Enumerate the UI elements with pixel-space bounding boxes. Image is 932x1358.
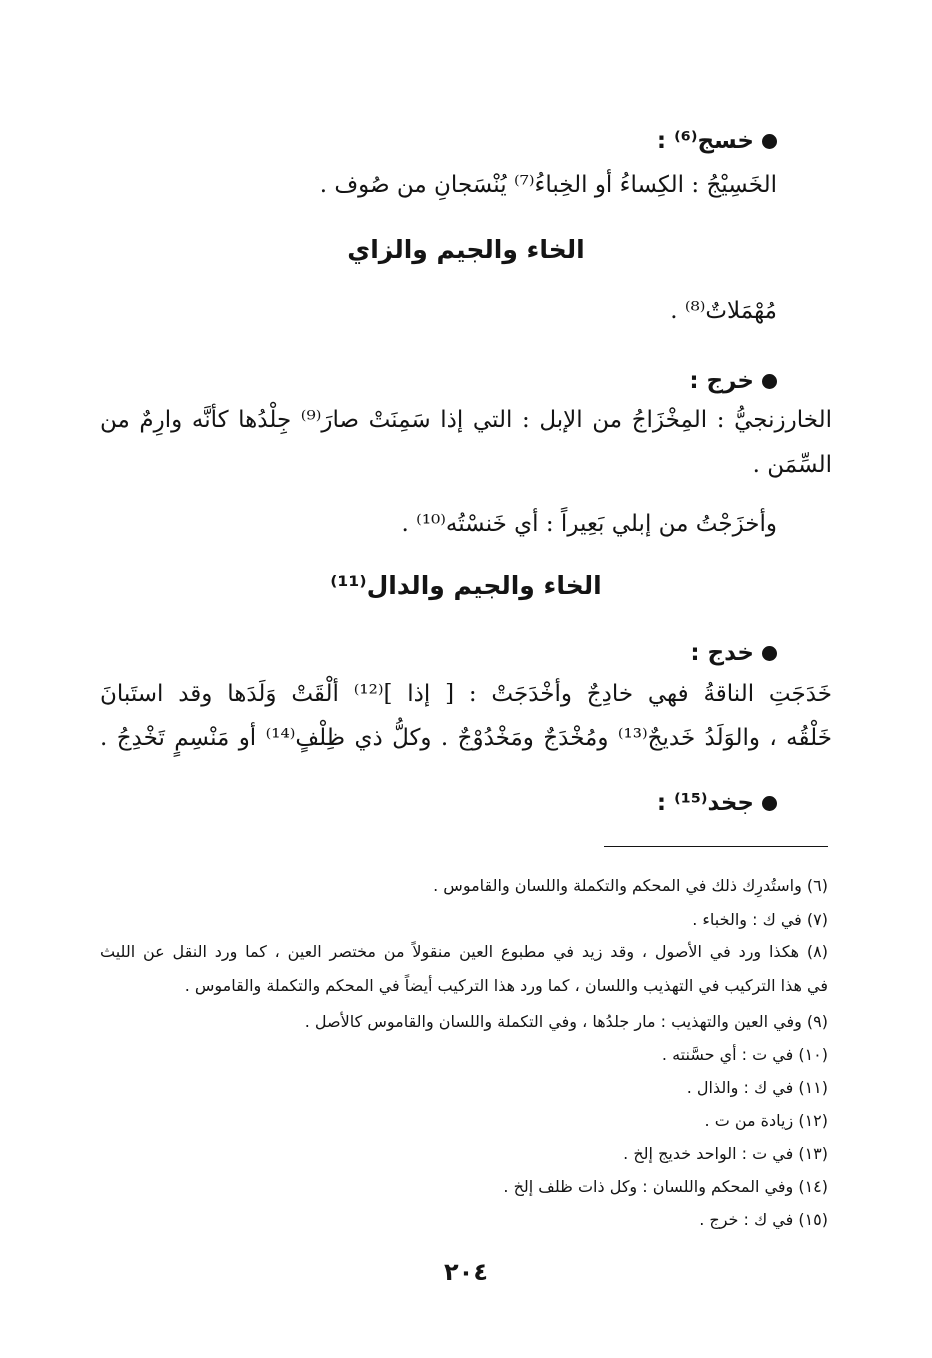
section-note-muhmalat: مُهْمَلاتٌ⁽⁸⁾ . bbox=[670, 298, 777, 324]
entry-kharaj-line-2: السِّمَن . bbox=[752, 452, 832, 478]
footnote-10: (١٠) في ت : أي حسَّنته . bbox=[661, 1045, 828, 1064]
section-heading-kha-jim-dal: الخاء والجيم والدال⁽¹¹⁾ bbox=[330, 571, 602, 600]
entry-title-text: خرج : bbox=[689, 368, 754, 394]
entry-jakhad-title bbox=[657, 786, 777, 820]
footnote-11: (١١) في ك : والذال . bbox=[686, 1078, 828, 1097]
footnote-14: (١٤) وفي المحكم واللسان : وكل ذات ظلف إلخ . bbox=[503, 1177, 828, 1196]
page-number: ٢٠٤ bbox=[444, 1258, 488, 1286]
entry-title-text: جخد⁽¹⁵⁾ : bbox=[656, 790, 754, 816]
bullet-icon bbox=[762, 134, 777, 149]
section-heading-kha-jim-zay: الخاء والجيم والزاي bbox=[347, 235, 585, 264]
footnote-separator bbox=[604, 846, 828, 847]
footnote-12: (١٢) زيادة من ت . bbox=[704, 1111, 828, 1130]
footnote-15: (١٥) في ك : خرج . bbox=[699, 1210, 828, 1229]
bullet-icon bbox=[762, 646, 777, 661]
entry-khadaj-title bbox=[690, 636, 777, 670]
footnote-8-line-2: في هذا التركيب في التهذيب واللسان ، كما ورد هذا التركيب أيضاً في المحكم والتكملة والقاموس . bbox=[184, 976, 828, 995]
footnote-13: (١٣) في ت : الواحد خديج إلخ . bbox=[623, 1144, 828, 1163]
entry-title-text: خسج⁽⁶⁾ : bbox=[656, 128, 754, 154]
footnote-8-line-1: (٨) هكذا ورد في الأصول ، وقد زيد في مطبوع العين منقولاً من مختصر العين ، كما ورد النقل عن الليث bbox=[100, 942, 828, 961]
footnote-6: (٦) واستُدرِك ذلك في المحكم والتكملة واللسان والقاموس . bbox=[433, 876, 828, 895]
entry-khasaj-definition: الخَسِيْجُ : الكِساءُ أو الخِباءُ⁽⁷⁾ يُنْسَجانِ من صُوف . bbox=[319, 172, 777, 198]
entry-khadaj-line-1: خَدَجَتِ الناقةُ فهي خادِجٌ وأخْدَجَتْ : [ إذا ]⁽¹²⁾ ألْقَتْ وَلَدَها وقد استَبانَ bbox=[100, 681, 832, 707]
footnote-9: (٩) وفي العين والتهذيب : مار جلدُها ، وفي التكملة واللسان والقاموس كالأصل . bbox=[304, 1012, 828, 1031]
entry-kharaj-line-1: الخارزنجيُّ : المِخْزَاجُ من الإبل : التي إذا سَمِنَتْ صارَ⁽⁹⁾ جِلْدُها كأنَّه وارِمٌ من bbox=[100, 407, 832, 433]
entry-kharaj-title bbox=[689, 364, 777, 398]
entry-kharaj-line-3: وأخزَجْتُ من إبلي بَعِيراً : أي خَنسْتُه⁽¹⁰⁾ . bbox=[401, 511, 777, 537]
entry-khasaj-title bbox=[657, 124, 777, 158]
bullet-icon bbox=[762, 374, 777, 389]
entry-khadaj-line-2: خَلْقُه ، والوَلَدُ خَديجٌ⁽¹³⁾ ومُخْدَجٌ ومَخْدُوْجٌ . وكلُّ ذي ظِلْفٍ⁽¹⁴⁾ أو مَنْسِمٍ تَخْدِجُ . bbox=[100, 725, 832, 751]
entry-title-text: خدج : bbox=[690, 640, 754, 666]
bullet-icon bbox=[762, 796, 777, 811]
footnote-7: (٧) في ك : والخباء . bbox=[692, 910, 828, 929]
